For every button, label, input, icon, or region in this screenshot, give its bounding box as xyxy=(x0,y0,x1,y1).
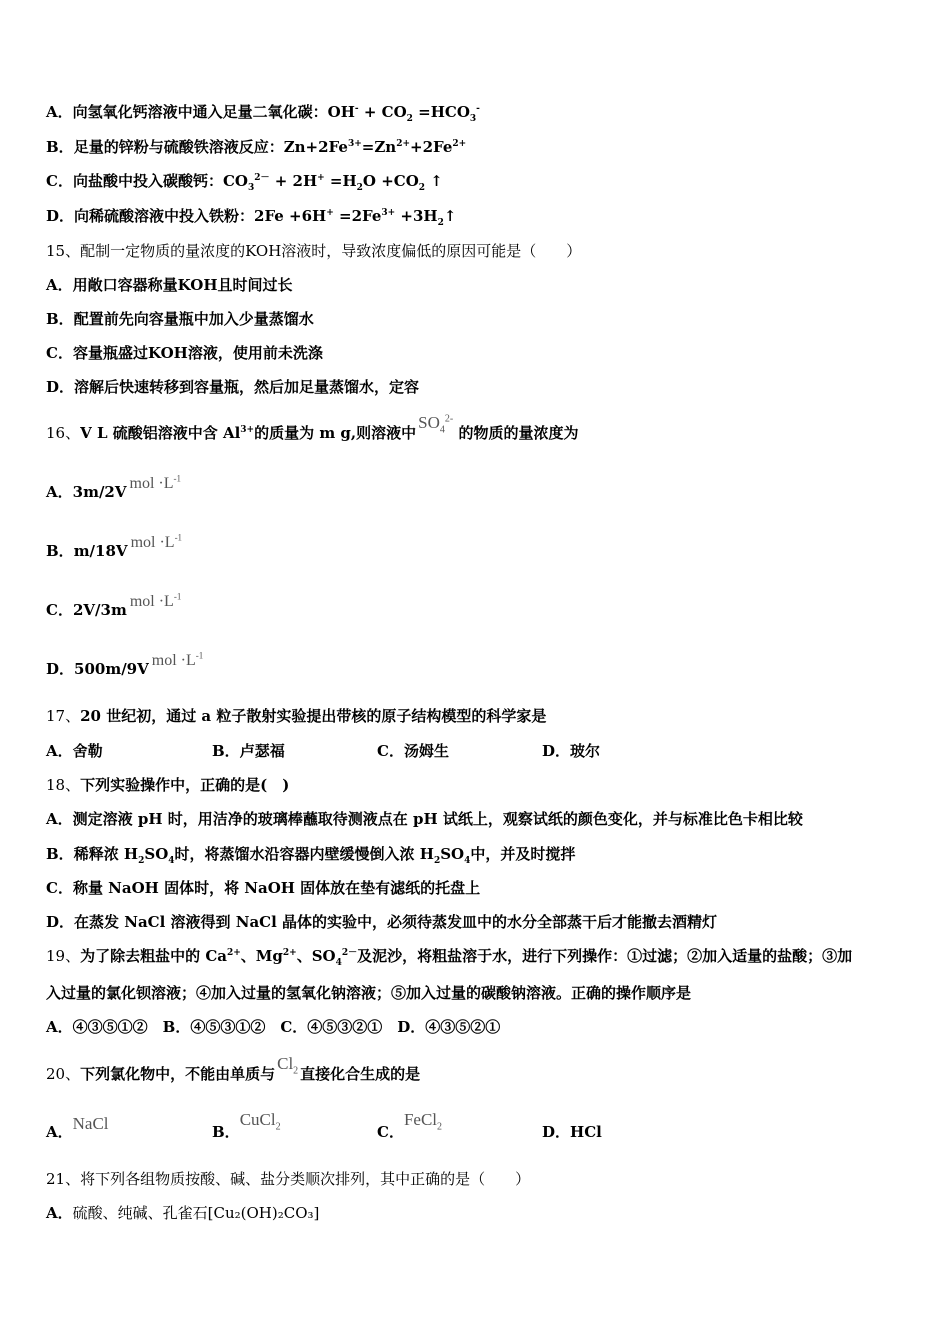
q17-option-a: A．舍勒 xyxy=(46,742,103,760)
q17-option-d: D．玻尔 xyxy=(542,742,601,760)
q19-stem-line1: 19、为了除去粗盐中的 $Ca^{2+}$、$Mg^{2+}$、$SO_4^{2-}$及泥沙，将粗盐溶于水，进行下列操作：①过滤；②加入适量的盐酸；③加 xyxy=(46,947,853,968)
q17-stem: 17、20 世纪初，通过 a 粒子散射实验提出带核的原子结构模型的科学家是 xyxy=(46,707,547,725)
q18-option-c: C．称量 NaOH 固体时，将 NaOH 固体放在垫有滤纸的托盘上 xyxy=(46,879,481,897)
q20-options xyxy=(46,1110,926,1144)
q21-option-a: A．硫酸、纯碱、孔雀石[Cu₂(OH)₂CO₃] xyxy=(46,1204,320,1222)
q16-option-b: B．m/18V mol $\cdot L^{-1}$ xyxy=(46,532,183,560)
q15-option-c: C．容量瓶盛过KOH溶液，使用前未洗涤 xyxy=(46,344,323,362)
q15-option-d: D．溶解后快速转移到容量瓶，然后加足量蒸馏水，定容 xyxy=(46,378,420,396)
q19-stem-line2: 入过量的氯化钡溶液；④加入过量的氢氧化钠溶液；⑤加入过量的碳酸钠溶液。正确的操作顺序是 xyxy=(46,984,692,1002)
q17-option-c: C．汤姆生 xyxy=(377,742,449,760)
q18-stem: 18、下列实验操作中，正确的是( ) xyxy=(46,776,290,794)
q16-option-a: A．3m/2V mol $\cdot L^{-1}$ xyxy=(46,473,182,501)
q20-stem: 20、下列氯化物中，不能由单质与$Cl_2$ 直接化合生成的是 xyxy=(46,1054,421,1083)
q16-stem: 16、V L 硫酸铝溶液中含 $Al^{3+}$的质量为 m g,则溶液中$SO_4^{2-}$ 的物质的量浓度为 xyxy=(46,413,579,442)
q15-option-b: B．配置前先向容量瓶中加入少量蒸馏水 xyxy=(46,310,314,328)
q14-option-c: C．向盐酸中投入碳酸钙：$CO_3^{2-} + 2H^+ =H_2O +CO_2$ ↑ xyxy=(46,172,443,193)
q21-stem: 21、将下列各组物质按酸、碱、盐分类顺次排列，其中正确的是（ ） xyxy=(46,1170,531,1188)
unit-mol-per-liter: mol $\cdot L^{-1}$ xyxy=(129,473,182,492)
q14-option-a: A．向氢氧化钙溶液中通入足量二氧化碳：$OH^- + CO_2 =HCO_3^-$ xyxy=(46,103,480,124)
q17-options xyxy=(46,741,926,761)
sulfate-ion-formula: $SO_4^{2-}$ xyxy=(418,413,454,436)
q14-option-d: D．向稀硫酸溶液中投入铁粉：$2Fe +6H^+ =2Fe^{3+}$ $+3H_2↑$ xyxy=(46,207,457,228)
q20-option-b: B．CuCl$_2$ xyxy=(212,1110,281,1141)
q18-option-d: D．在蒸发 NaCl 溶液得到 NaCl 晶体的实验中，必须待蒸发皿中的水分全部蒸干后才能撤去酒精灯 xyxy=(46,913,718,931)
q20-option-d: D．HCl xyxy=(542,1123,602,1141)
q17-option-b: B．卢瑟福 xyxy=(212,742,285,760)
q15-stem: 15、配制一定物质的量浓度的KOH溶液时，导致浓度偏低的原因可能是（ ） xyxy=(46,242,582,260)
q16-option-d: D．500m/9V mol $\cdot L^{-1}$ xyxy=(46,650,204,678)
q20-option-a: A．NaCl xyxy=(46,1114,109,1141)
chlorine-formula: $Cl_2$ xyxy=(277,1054,299,1077)
unit-mol-per-liter: mol $\cdot L^{-1}$ xyxy=(151,650,204,669)
q18-option-a: A．测定溶液 pH 时，用洁净的玻璃棒蘸取待测液点在 pH 试纸上，观察试纸的颜色变化，并与标准比色卡相比较 xyxy=(46,810,803,828)
q14-option-b: B．足量的锌粉与硫酸铁溶液反应：$Zn+2Fe^{3+}=Zn^{2+}+2Fe^{2+}$ xyxy=(46,138,467,156)
q15-option-a: A．用敞口容器称量KOH且时间过长 xyxy=(46,276,293,294)
q20-option-c: C．FeCl$_2$ xyxy=(377,1110,443,1141)
q19-options: A．④③⑤①② B．④⑤③①② C．④⑤③②① D．④③⑤②① xyxy=(46,1018,501,1036)
unit-mol-per-liter: mol $\cdot L^{-1}$ xyxy=(130,532,183,551)
q18-option-b: B．稀释浓 $H_2SO_4$时，将蒸馏水沿容器内壁缓慢倒入浓 $H_2SO_4$中，并及时搅拌 xyxy=(46,845,576,866)
unit-mol-per-liter: mol $\cdot L^{-1}$ xyxy=(129,591,182,610)
q16-option-c: C．2V/3m mol $\cdot L^{-1}$ xyxy=(46,591,182,619)
